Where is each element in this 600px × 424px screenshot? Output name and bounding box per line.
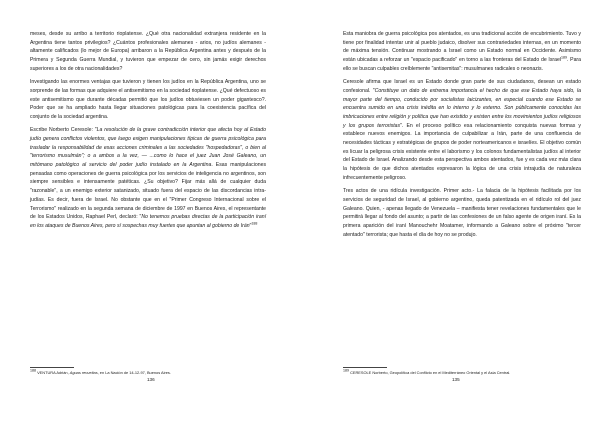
text-run: CERESOLE Norberto, Geopolítica del Conflicto en el Mediterráneo Oriental y el Asia Central. (349, 370, 511, 375)
right-footnote (343, 370, 581, 375)
text-run: Ceresole afirma que Israel es un Estado donde gran parte de sus ciudadanos, desean un estado confesional. " (343, 79, 581, 94)
paragraph (343, 187, 581, 239)
right-page-body (343, 30, 581, 244)
text-run: . Para ello se buscan culpables creíblemente "antisemitas": musulmanes radicales o neonazis. (343, 57, 582, 72)
left-page-number: 136 (147, 377, 155, 382)
footnote-mark: 189 (343, 368, 349, 373)
footnote-ref: 188 (251, 221, 258, 226)
text-run: Tres actos de una ridícula investigación. Primer acto.- La falacia de la hipótesis facilitada por los servicios de seguridad de Israel, al gobierno argentino, queda patentizada en el ridículo rol del juez Galeano. Quien, - apenas llegado de Venezuela – manifiesta tener revelaciones fundamentales que le permitirá llegar al fondo del asunto; a partir de las confesiones de un falso agente de origen iraní. Es la primera aparición del iraní Manouchehr Moatamer, informando a Galeano sobre el próximo "tercer atentado" terrorista; que hasta el día de hoy no se produjo. (343, 188, 581, 238)
text-run: Investigando las enormes ventajas que tuvieron y tienen los judíos en la República Argentina, uno se sorprende de las formas que adquiere el antisemitismo en la sociedad rioplatense. ¿Qué defectuoso es este antisemitismo que durante décadas permitió que los judíos obtuviesen un poder gigantesco?. Poder que se ha ampliado hasta llegar situaciones patológicas para la coexistencia pacífica del conjunto de la sociedad argentina. (30, 79, 266, 120)
paragraph (30, 126, 266, 230)
italic-quote: Constituye un dato de extrema importancia el hecho de que ese Estado haya sido, la mayor parte del tiempo, conducido por socialistas laicizantes, en especial cuando ese Estado se encuentra sumido en una crisis inédita en lo interno y lo externo. Son públicamente conocidas las imbricaciones entre religión y política que han existido y existen entre los movimientos judíos religiosos y los grupos terroristas (343, 87, 581, 129)
text-run: , en La Nación de 14-12-97, Buenos Aires. (97, 370, 171, 375)
right-page-number: 135 (452, 377, 460, 382)
text-run: meses, desde su arribo a territorio rioplatense. ¿Qué otra nacionalidad extranjera residente en la Argentina tiene tantos privilegios? ¿Cuántos profesionales alemanes - arios, no judíos alemanes - altamente calificados (lo mejor de Europa) arribaron a la República Argentina antes y después de la Primera y Segunda Guerra Mundial, y tuvieron que empezar de cero, sin jamás exigir derechos superiores a los de otra nacionalidades? (30, 31, 266, 72)
paragraph (343, 30, 581, 74)
footnote-ref: 189 (561, 55, 567, 60)
left-footnote-rule (30, 367, 74, 368)
text-run: Esta maniobra de guerra psicológica pos atentados, es una tradicional acción de encubrimiento. Tuvo y tiene por finalidad intentar unir al pueblo judaico, disolver sus contrariedades internas, en un momento de máxima tensión. Continuar mostrando a Israel como un Estado normal en Occidente. Asimismo están ubicadas a reforzar un "espacio pacificado" en torno a las fronteras del Estado de Israel (343, 31, 581, 64)
right-footnote-rule (343, 367, 387, 368)
text-run: Escribe Norberto Ceresole: " (30, 127, 97, 134)
footnote-mark: 188 (30, 368, 36, 373)
text-run: . Esas manipulaciones pensadas como operaciones de guerra psicológica por los servicios de inteligencia no argentinos, son siempre sensibles e intensamente patéticas. ¿Su objetivo? Fijar más allá de cualquier duda "razonable", a un enemigo exterior satanizado, situado fuera del espacio de las discordancias intra-judías. Es decir, fuera de Israel. No obstante que en el "Primer Congreso Internacional sobre el Terrorismo" realizado en la segunda semana de diciembre de 1997 en Buenos Aires, el representante de los Estados Unidos, Raphael Perl, declaró: " (30, 162, 267, 221)
text-run: VENTURA Adrián, (36, 370, 70, 375)
italic-quote: No tenemos pruebas directas de la participación iraní en los ataques de Buenos Aires, pero sí sospechas muy fuertes que apuntan al gobierno de Irán (30, 214, 266, 229)
paragraph (30, 78, 266, 122)
left-footnote (30, 370, 266, 375)
italic-quote: Aguas revueltas (69, 370, 98, 375)
paragraph (343, 78, 581, 182)
text-run: ". En el proceso político esa relacionamiento conquista nuevas formas y establece nuevos enemigos. La importancia de culpabilizar a Irán, parte de una confluencia de necesidades tácticas y estratégicas de grupos de poder norteamericanos e israelíes. El objetivo común es licuar la peligrosa crisis existente entre el laborismo y los colonos fundamentalistas judíos al interior del Estado de Israel. Analizando desde esta perspectiva ambos atentados, fue y es cada vez más clara la hipótesis de que dichos atentados expresaron la lógica de una crisis intrajudía de naturaleza infrecuentemente peligroso. (343, 122, 581, 181)
paragraph (30, 30, 266, 74)
italic-quote: La resolución de la grave contradicción interior que afecta hoy al Estado judío genera conflictos violentos, que luego exigen manipulaciones típicas de guerra psicológica para trasladar la responsabilidad de esas acciones criminales a las sociedades "hospedadoras", o bien al "terrorismo musulmán"; o a ambos a la vez, — ...como lo hace el juez Juan José Galeano, un mitómano patológico al servicio del poder judío instalado en la Argentina (30, 127, 266, 169)
text-run: " (249, 222, 252, 229)
left-page-body (30, 30, 266, 235)
